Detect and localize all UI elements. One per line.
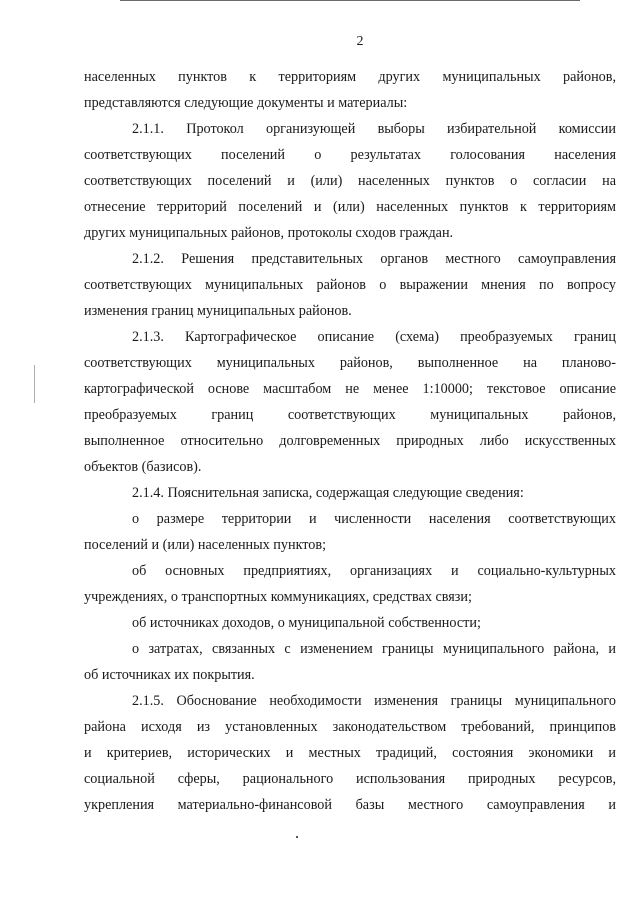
- paragraph-1-line-2: представляются следующие документы и материалы:: [84, 95, 408, 111]
- paragraph-6-line-1: о размере территории и численности населения соответствующих: [132, 511, 616, 527]
- page-number: 2: [356, 34, 364, 49]
- paragraph-9-line-1: о затратах, связанных с изменением границы муниципального района, и: [132, 641, 616, 657]
- scan-speck: [296, 836, 298, 838]
- paragraph-10-line-3: и критериев, исторических и местных традиций, состояния экономики и: [84, 745, 616, 761]
- paragraph-5-line-1: 2.1.4. Пояснительная записка, содержащая следующие сведения:: [132, 485, 524, 501]
- paragraph-10-line-4: социальной сферы, рационального использования природных ресурсов,: [84, 771, 616, 787]
- paragraph-4-line-6: объектов (базисов).: [84, 459, 202, 475]
- paragraph-2-line-3: соответствующих поселений и (или) населенных пунктов о согласии на: [84, 173, 616, 189]
- paragraph-10-line-5: укрепления материально-финансовой базы местного самоуправления и: [84, 797, 616, 813]
- paragraph-2-line-2: соответствующих поселений о результатах голосования населения: [84, 147, 616, 163]
- top-scan-edge-line: [120, 0, 580, 2]
- paragraph-4-line-1: 2.1.3. Картографическое описание (схема) преобразуемых границ: [132, 329, 616, 345]
- paragraph-4-line-4: преобразуемых границ соответствующих муниципальных районов,: [84, 407, 616, 423]
- paragraph-8-line-1: об источниках доходов, о муниципальной собственности;: [132, 615, 481, 631]
- paragraph-2-line-5: других муниципальных районов, протоколы сходов граждан.: [84, 225, 454, 241]
- paragraph-3-line-1: 2.1.2. Решения представительных органов местного самоуправления: [132, 251, 616, 267]
- paragraph-3-line-2: соответствующих муниципальных районов о выражении мнения по вопросу: [84, 277, 616, 293]
- paragraph-1-line-1: населенных пунктов к территориям других муниципальных районов,: [84, 69, 616, 85]
- paragraph-2-line-1: 2.1.1. Протокол организующей выборы избирательной комиссии: [132, 121, 616, 137]
- paragraph-10-line-2: района исходя из установленных законодательством требований, принципов: [84, 719, 616, 735]
- paragraph-4-line-2: соответствующих муниципальных районов, выполненное на планово-: [84, 355, 616, 371]
- paragraph-6-line-2: поселений и (или) населенных пунктов;: [84, 537, 327, 553]
- paragraph-9-line-2: об источниках их покрытия.: [84, 667, 255, 683]
- paragraph-4-line-5: выполненное относительно долговременных природных либо искусственных: [84, 433, 616, 449]
- paragraph-7-line-2: учреждениях, о транспортных коммуникациях, средствах связи;: [84, 589, 472, 605]
- paragraph-7-line-1: об основных предприятиях, организациях и социально-культурных: [132, 563, 616, 579]
- paragraph-4-line-3: картографической основе масштабом не менее 1:10000; текстовое описание: [84, 381, 616, 397]
- document-body: [84, 64, 616, 818]
- paragraph-3-line-3: изменения границ муниципальных районов.: [84, 303, 352, 319]
- paragraph-2-line-4: отнесение территорий поселений и (или) населенных пунктов к территориям: [84, 199, 616, 215]
- paragraph-10-line-1: 2.1.5. Обоснование необходимости изменения границы муниципального: [132, 693, 616, 709]
- scan-margin-mark: [34, 365, 35, 403]
